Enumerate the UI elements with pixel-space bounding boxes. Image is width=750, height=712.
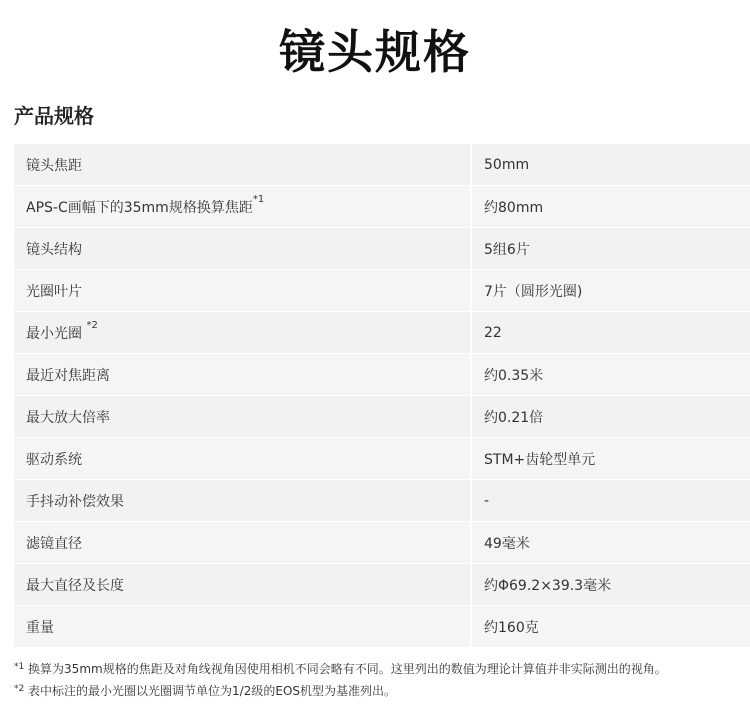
- spec-label: 光圈叶片: [26, 283, 82, 300]
- spec-value: -: [471, 480, 750, 522]
- spec-value: 49毫米: [471, 522, 750, 564]
- footnote-ref: *1: [252, 193, 265, 205]
- footnote-text: 表中标注的最小光圈以光圈调节单位为1/2级的EOS机型为基准列出。: [24, 684, 397, 698]
- spec-label: 镜头焦距: [26, 157, 82, 174]
- spec-value: 7片（圆形光圈): [471, 270, 750, 312]
- spec-value: 约Φ69.2×39.3毫米: [471, 564, 750, 606]
- page-title: 镜头规格: [279, 25, 471, 79]
- table-row: [14, 312, 750, 354]
- spec-label: 驱动系统: [26, 451, 82, 468]
- spec-value: 5组6片: [471, 228, 750, 270]
- table-row: [14, 144, 750, 186]
- spec-label: 手抖动补偿效果: [26, 493, 124, 510]
- spec-value: 50mm: [471, 144, 750, 186]
- spec-label-cell: [14, 396, 471, 438]
- footnote-text: 换算为35mm规格的焦距及对角线视角因使用相机不同会略有不同。这里列出的数值为理论计算值并非实际测出的视角。: [24, 662, 667, 676]
- table-row: [14, 480, 750, 522]
- footnote-mark: *2: [14, 684, 25, 694]
- spec-label-cell: [14, 312, 471, 354]
- spec-label-cell: [14, 522, 471, 564]
- spec-value: 约0.21倍: [471, 396, 750, 438]
- spec-value: STM+齿轮型单元: [471, 438, 750, 480]
- spec-table: [14, 144, 750, 648]
- footnote-2: [14, 680, 744, 702]
- table-row: [14, 186, 750, 228]
- table-row: [14, 438, 750, 480]
- table-row: [14, 354, 750, 396]
- table-row: [14, 228, 750, 270]
- spec-label-cell: [14, 144, 471, 186]
- spec-label: 最大直径及长度: [26, 577, 124, 594]
- spec-label: 最近对焦距离: [26, 367, 110, 384]
- spec-label-cell: [14, 606, 471, 648]
- footnote-1: [14, 658, 744, 680]
- spec-value: 22: [471, 312, 750, 354]
- spec-label: APS-C画幅下的35mm规格换算焦距: [26, 199, 253, 216]
- table-row: [14, 396, 750, 438]
- spec-label: 镜头结构: [26, 241, 82, 258]
- spec-label-cell: [14, 228, 471, 270]
- spec-value: 约160克: [471, 606, 750, 648]
- table-row: [14, 270, 750, 312]
- footnote-ref: *2: [86, 319, 98, 331]
- spec-label: 最小光圈: [26, 325, 87, 342]
- spec-label-cell: [14, 186, 471, 228]
- table-row: [14, 522, 750, 564]
- spec-label-cell: [14, 438, 471, 480]
- spec-label-cell: [14, 354, 471, 396]
- table-row: [14, 606, 750, 648]
- table-row: [14, 564, 750, 606]
- section-title: 产品规格: [14, 104, 94, 128]
- spec-value: 约0.35米: [471, 354, 750, 396]
- spec-value: 约80mm: [471, 186, 750, 228]
- spec-label-cell: [14, 270, 471, 312]
- footnote-mark: *1: [14, 662, 25, 672]
- spec-label-cell: [14, 564, 471, 606]
- spec-label: 滤镜直径: [26, 535, 82, 552]
- footnotes: [14, 658, 744, 702]
- spec-label-cell: [14, 480, 471, 522]
- spec-label: 重量: [26, 619, 54, 636]
- spec-label: 最大放大倍率: [26, 409, 110, 426]
